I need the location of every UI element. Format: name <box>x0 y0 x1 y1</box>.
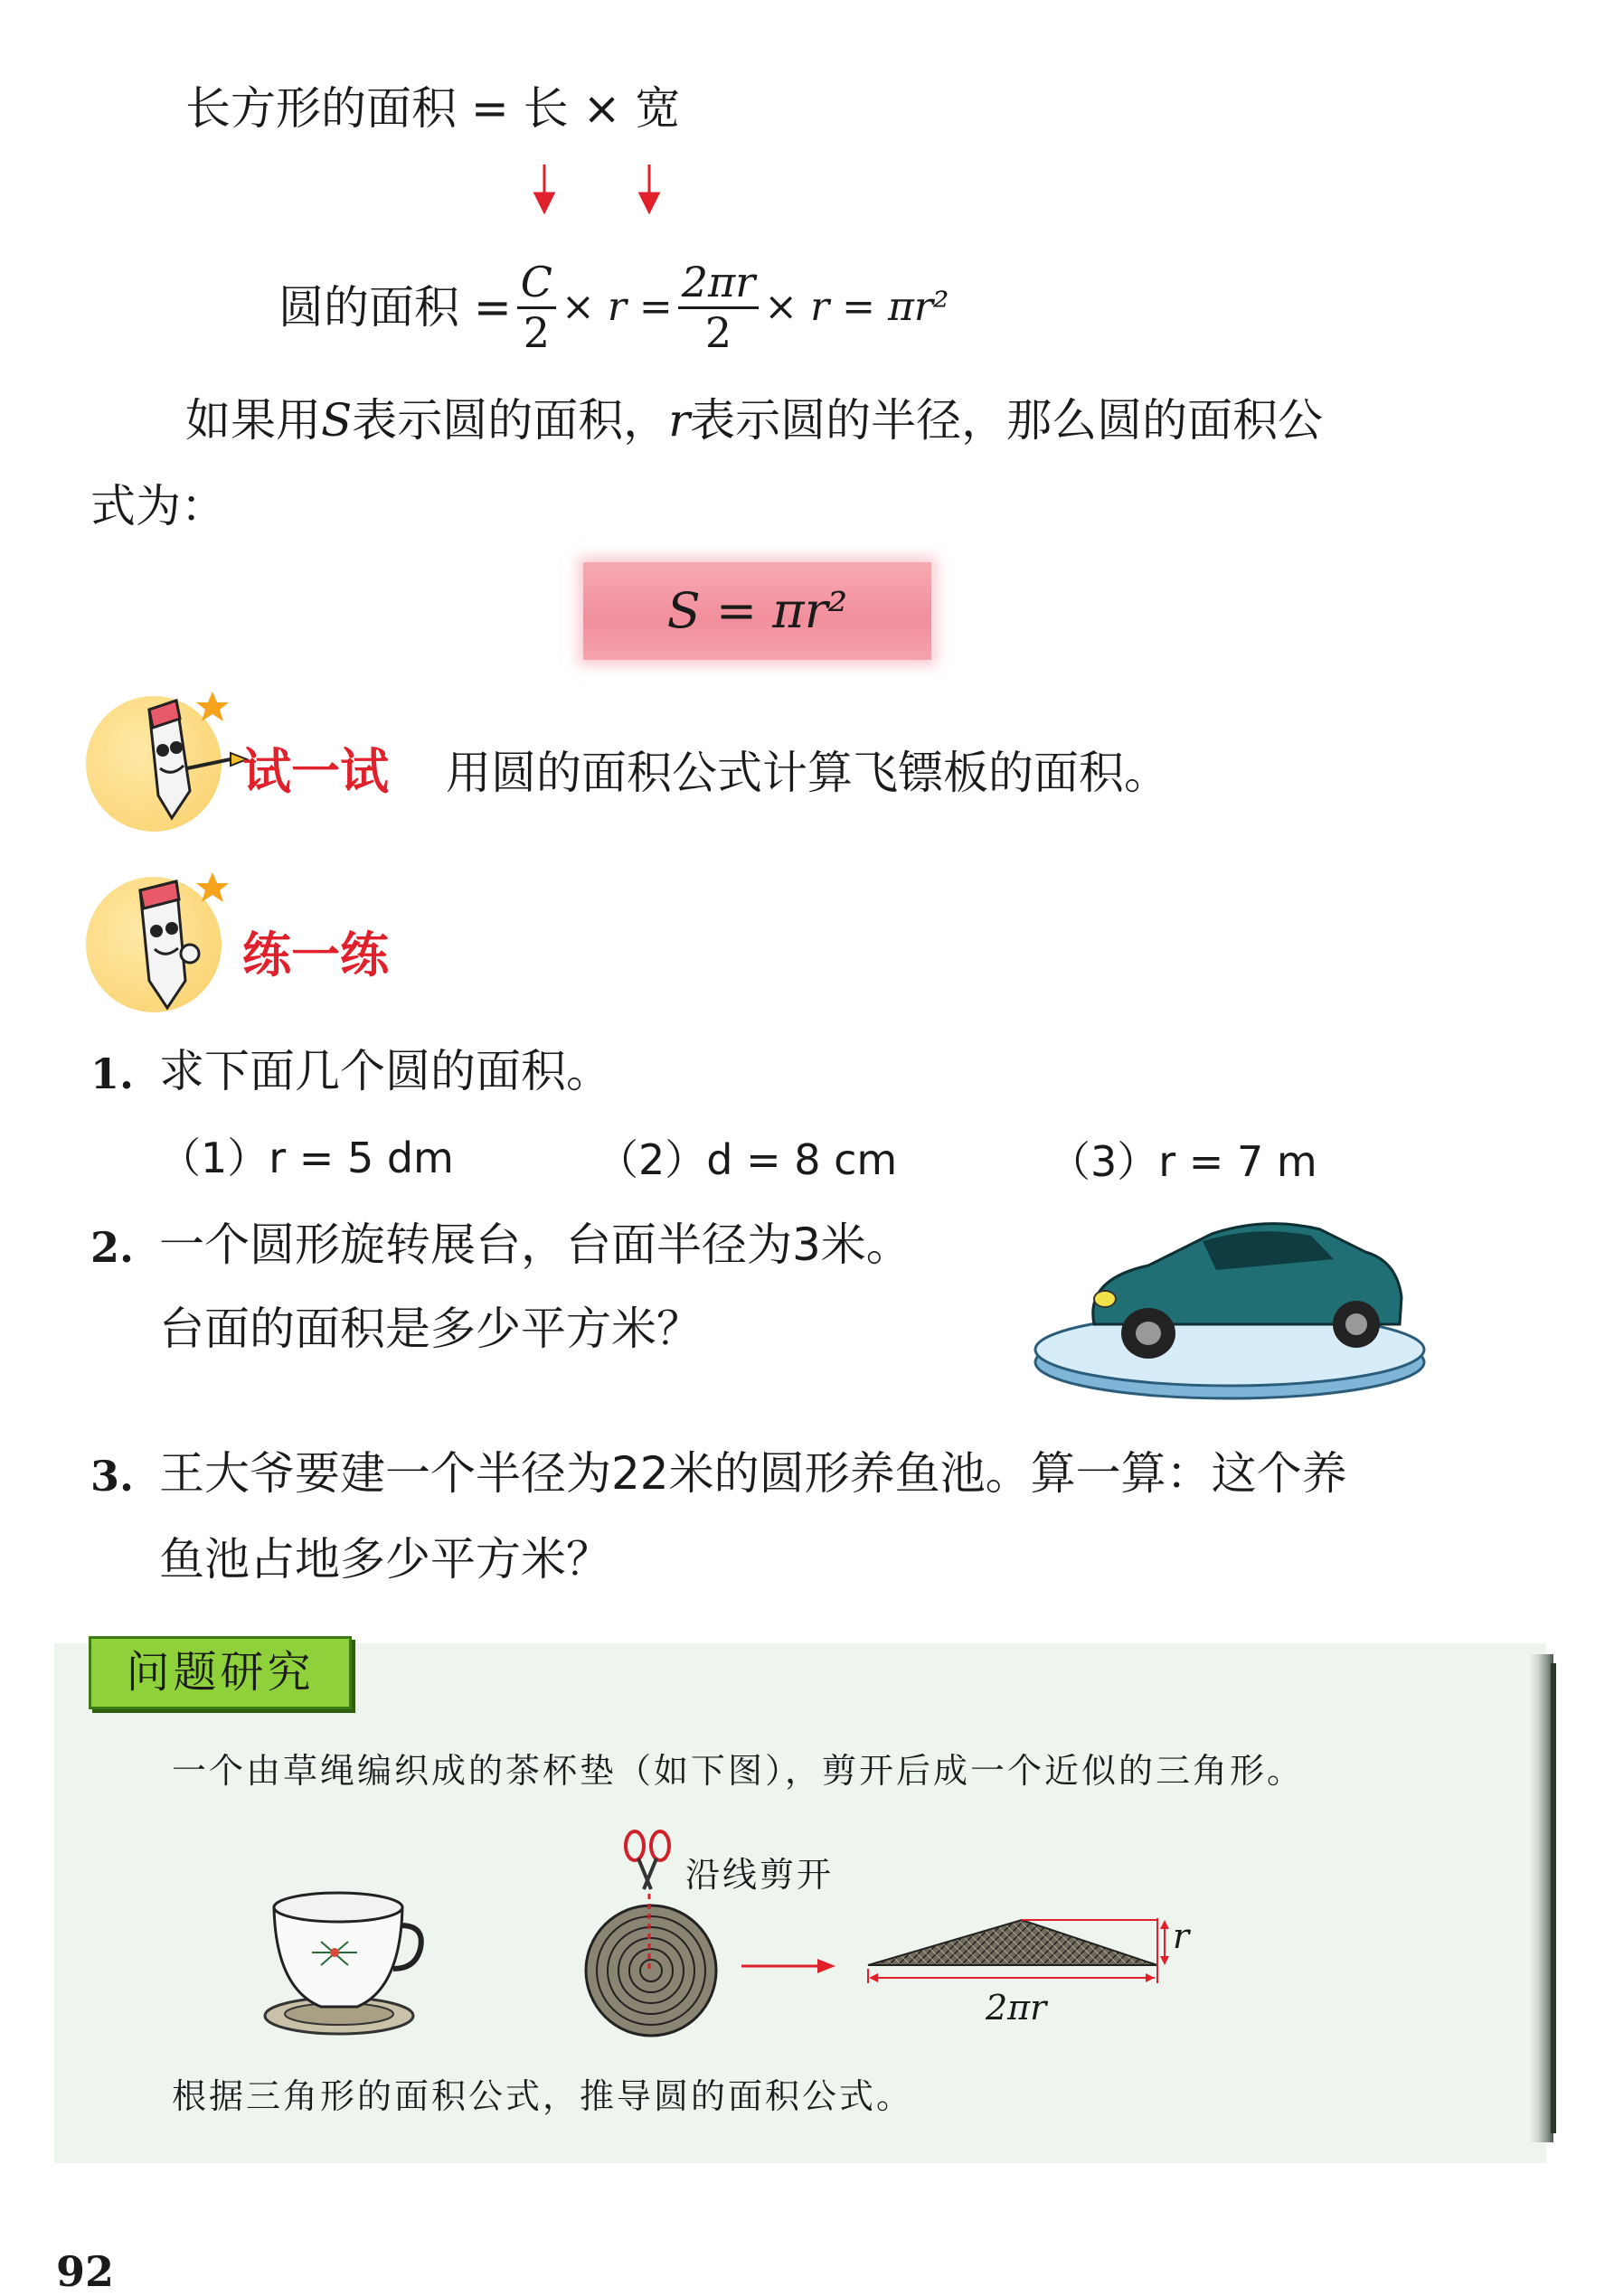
q1-part-3: （3）r = 7 m <box>1049 1137 1317 1186</box>
rect-area-formula: 长方形的面积 = 长 × 宽 <box>185 82 681 135</box>
car-on-turntable-image <box>1022 1198 1438 1401</box>
area-formula-box <box>583 562 931 660</box>
base-label: 2πr <box>986 1988 1047 2028</box>
practice-title: 练一练 <box>242 927 389 983</box>
arrow-right-icon <box>740 1953 839 1980</box>
q1-text: 求下面几个圆的面积。 <box>159 1045 611 1097</box>
page-edge-decoration <box>1528 1654 1553 2142</box>
circle-area-label: 圆的面积 = <box>278 281 512 334</box>
arrow-down-icon <box>535 165 658 212</box>
q1-part-1: （1）r = 5 dm <box>159 1134 454 1182</box>
times-r: × r = <box>562 284 673 330</box>
intro-line-1 <box>185 394 1324 447</box>
try-title: 试一试 <box>242 743 389 800</box>
frac2-denominator: 2 <box>704 307 732 357</box>
research-description: 一个由草绳编织成的茶杯垫（如下图），剪开后成一个近似的三角形。 <box>172 1751 1305 1791</box>
area-formula: S = πr² <box>666 582 848 639</box>
research-badge <box>89 1636 352 1709</box>
q2-number: 2. <box>90 1223 135 1272</box>
q1-part-2: （2）d = 8 cm <box>597 1135 898 1184</box>
page-number: 92 <box>56 2247 115 2296</box>
fraction-c-over-2 <box>517 259 556 357</box>
result-expression: × r = πr² <box>764 284 949 330</box>
circle-area-derivation <box>278 249 949 366</box>
teacup-icon <box>258 1871 425 2038</box>
derivation-arrows <box>524 163 678 217</box>
symbol-s: S <box>321 394 353 447</box>
frac2-numerator: 2πr <box>678 259 760 309</box>
frac1-numerator: C <box>517 259 556 309</box>
q3-line-1: 王大爷要建一个半径为22米的圆形养鱼池。算一算：这个养 <box>159 1447 1347 1500</box>
cut-along-line-label: 沿线剪开 <box>685 1855 835 1895</box>
intro-text-a: 如果用 <box>185 394 321 447</box>
page-edge-shadow <box>1551 1663 1556 2133</box>
mascot-pencil-icon <box>86 696 222 832</box>
q2-line-2: 台面的面积是多少平方米？ <box>159 1303 702 1355</box>
intro-line-2: 式为： <box>90 480 226 532</box>
research-badge-label: 问题研究 <box>126 1647 315 1698</box>
q3-line-2: 鱼池占地多少平方米？ <box>159 1533 611 1586</box>
try-text: 用圆的面积公式计算飞镖板的面积。 <box>446 747 1169 799</box>
intro-text-c: 表示圆的半径，那么圆的面积公 <box>690 394 1324 447</box>
fraction-2pir-over-2 <box>678 259 760 357</box>
mascot-pencil-icon <box>86 877 222 1012</box>
height-label: r <box>1173 1916 1190 1956</box>
symbol-r: r <box>668 394 691 447</box>
q3-number: 3. <box>90 1452 135 1501</box>
research-task: 根据三角形的面积公式，推导圆的面积公式。 <box>172 2076 914 2116</box>
intro-text-b: 表示圆的面积， <box>352 394 669 447</box>
q2-line-1: 一个圆形旋转展台，台面半径为3米。 <box>159 1219 911 1271</box>
scissors-icon <box>626 1831 669 1889</box>
frac1-denominator: 2 <box>523 307 551 357</box>
q1-number: 1. <box>90 1049 135 1098</box>
